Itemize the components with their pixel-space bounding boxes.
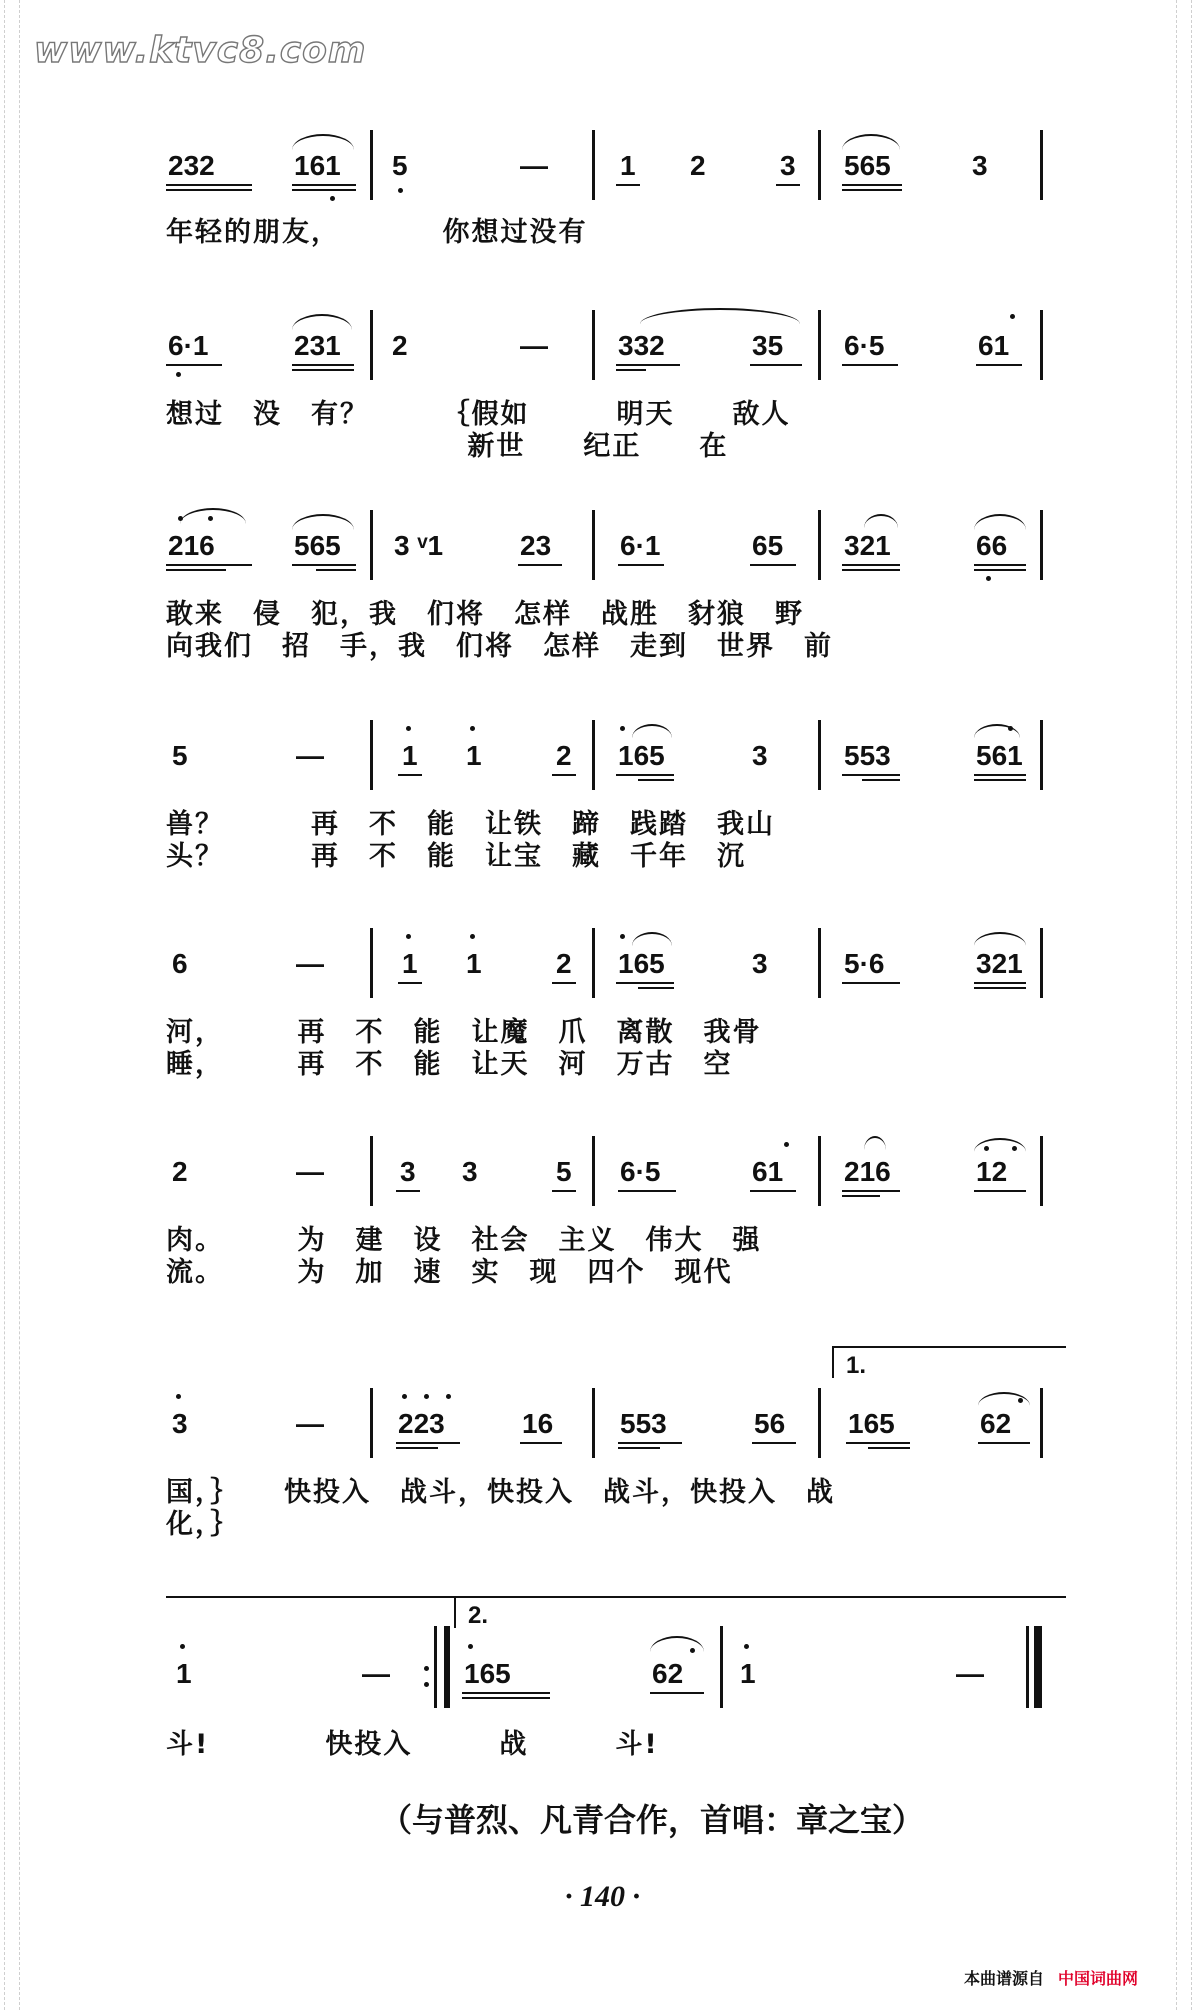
lyrics-verse-1: 敢来 侵 犯，我 们将 怎样 战胜 豺狼 野 xyxy=(166,599,804,630)
lyrics-verse-1: 兽？ 再 不 能 让铁 蹄 践踏 我山 xyxy=(166,809,775,840)
note-group: 3 ᵛ1 xyxy=(394,530,444,561)
beam xyxy=(292,189,356,191)
note-group: 232 xyxy=(168,150,215,181)
beam xyxy=(750,564,796,566)
beam xyxy=(842,184,902,186)
slur xyxy=(974,932,1026,946)
beam xyxy=(752,1442,796,1444)
octave-dot xyxy=(620,726,625,731)
dash: — xyxy=(296,948,324,979)
barline xyxy=(818,928,821,998)
barline xyxy=(370,1136,373,1206)
barline xyxy=(592,310,595,380)
repeat-dot xyxy=(424,1666,429,1671)
note-group: 61 xyxy=(978,330,1010,361)
lyrics-verse-2: 流。 为 加 速 实 现 四个 现代 xyxy=(166,1257,733,1288)
note-group: 553 xyxy=(844,740,891,771)
slur xyxy=(974,514,1026,530)
beam xyxy=(316,569,356,571)
note-group: 553 xyxy=(620,1408,667,1439)
beam xyxy=(396,1447,438,1449)
beam xyxy=(616,364,680,366)
note: 2 xyxy=(172,1156,188,1187)
barline xyxy=(1040,1136,1043,1206)
note-group: 216 xyxy=(168,530,215,561)
dash: — xyxy=(362,1658,390,1689)
beam xyxy=(462,1697,550,1699)
note: 2 xyxy=(556,948,572,979)
dash: — xyxy=(520,150,548,181)
octave-dot xyxy=(620,934,625,939)
beam xyxy=(520,1442,562,1444)
note-group: 321 xyxy=(844,530,891,561)
beam xyxy=(750,364,802,366)
lyrics-verse-2: 睡， 再 不 能 让天 河 万古 空 xyxy=(166,1049,733,1080)
octave-dot xyxy=(446,1394,451,1399)
note: 3 xyxy=(462,1156,478,1187)
slur xyxy=(632,932,672,946)
beam xyxy=(616,184,640,186)
barline xyxy=(1040,130,1043,200)
lyrics-verse-1: 国，｝ 快投入 战斗，快投入 战斗，快投入 战 xyxy=(166,1477,835,1508)
barline xyxy=(818,1388,821,1458)
note: 1 xyxy=(402,948,418,979)
lyrics-verse-2: 头？ 再 不 能 让宝 藏 千年 沉 xyxy=(166,841,746,872)
beam xyxy=(618,1190,676,1192)
beam xyxy=(974,569,1026,571)
note: 3 xyxy=(172,1408,188,1439)
note: 3 xyxy=(780,150,796,181)
lyrics-verse-2: 化，｝ xyxy=(166,1509,240,1540)
beam xyxy=(974,982,1026,984)
octave-dot xyxy=(1008,726,1013,731)
beam xyxy=(776,184,800,186)
beam xyxy=(618,564,664,566)
beam xyxy=(974,987,1026,989)
octave-dot xyxy=(406,726,411,731)
octave-dot xyxy=(470,934,475,939)
slur xyxy=(974,1138,1026,1152)
note-group: 223 xyxy=(398,1408,445,1439)
credits-note: （与普烈、凡青合作，首唱：章之宝） xyxy=(380,1801,925,1839)
lyrics-verse-1: 年轻的朋友， 你想过没有 xyxy=(166,217,588,248)
beam xyxy=(166,564,252,566)
note: 1 xyxy=(466,740,482,771)
beam xyxy=(974,564,1026,566)
note-group: 332 xyxy=(618,330,665,361)
beam xyxy=(862,779,900,781)
barline xyxy=(1040,720,1043,790)
octave-dot xyxy=(406,934,411,939)
note-group: 161 xyxy=(294,150,341,181)
barline xyxy=(1040,1388,1043,1458)
octave-dot xyxy=(784,1142,789,1147)
beam xyxy=(552,1190,576,1192)
beam xyxy=(462,1692,550,1694)
volta-bracket-1 xyxy=(832,1346,1066,1378)
final-barline-thick xyxy=(1034,1626,1042,1708)
beam xyxy=(842,189,902,191)
beam xyxy=(650,1692,704,1694)
note: 1 xyxy=(740,1658,756,1689)
beam xyxy=(842,1190,900,1192)
lyrics-verse-2: 新世 纪正 在 xyxy=(166,431,729,462)
dash: — xyxy=(956,1658,984,1689)
note-group: 65 xyxy=(752,530,784,561)
note: 2 xyxy=(392,330,408,361)
note-group: 561 xyxy=(976,740,1023,771)
source-credit xyxy=(964,1966,1138,1989)
octave-dot xyxy=(744,1644,749,1649)
barline xyxy=(370,928,373,998)
beam xyxy=(398,774,422,776)
dash: — xyxy=(296,740,324,771)
beam xyxy=(842,564,900,566)
note-group: 5·6 xyxy=(844,948,885,979)
lyrics-verse-1: 想过 没 有？ ｛假如 明天 敌人 xyxy=(166,399,791,430)
note-group: 62 xyxy=(652,1658,684,1689)
beam xyxy=(978,1442,1030,1444)
watermark-text: www.ktvc8.com xyxy=(34,30,367,71)
beam xyxy=(166,569,226,571)
barline xyxy=(720,1626,723,1708)
note: 5 xyxy=(556,1156,572,1187)
note-group: 16 xyxy=(522,1408,554,1439)
slur xyxy=(864,514,898,528)
page-number: · 140 · xyxy=(565,1880,640,1913)
note-group: 321 xyxy=(976,948,1023,979)
note-group: 61 xyxy=(752,1156,784,1187)
barline xyxy=(592,510,595,580)
beam xyxy=(292,369,354,371)
octave-dot xyxy=(424,1394,429,1399)
note: 6 xyxy=(172,948,188,979)
barline xyxy=(592,1136,595,1206)
note-group: 6·1 xyxy=(620,530,661,561)
note-group: 165 xyxy=(618,740,665,771)
beam xyxy=(976,364,1022,366)
note-group: 6·1 xyxy=(168,330,209,361)
barline xyxy=(1040,928,1043,998)
volta-label-1: 1. xyxy=(846,1352,867,1379)
note: 2 xyxy=(690,150,706,181)
note: 1 xyxy=(466,948,482,979)
source-site-link[interactable]: 中国词曲网 xyxy=(1058,1969,1139,1988)
note: 3 xyxy=(752,740,768,771)
barline xyxy=(370,720,373,790)
beam xyxy=(618,1442,682,1444)
barline xyxy=(370,310,373,380)
barline xyxy=(592,928,595,998)
note-group: 66 xyxy=(976,530,1008,561)
note-group: 6·5 xyxy=(844,330,885,361)
beam xyxy=(616,369,646,371)
barline xyxy=(592,130,595,200)
slur xyxy=(292,134,354,150)
note: 3 xyxy=(400,1156,416,1187)
octave-dot xyxy=(1018,1398,1023,1403)
beam xyxy=(842,774,900,776)
slur xyxy=(632,724,672,738)
note-group: 165 xyxy=(618,948,665,979)
volta-label-2: 2. xyxy=(468,1602,489,1629)
note: 2 xyxy=(556,740,572,771)
beam xyxy=(166,189,252,191)
barline xyxy=(1040,310,1043,380)
beam xyxy=(292,364,354,366)
octave-dot xyxy=(402,1394,407,1399)
beam xyxy=(398,982,422,984)
right-margin-strip xyxy=(1176,0,1192,2010)
octave-dot xyxy=(986,576,991,581)
final-barline-thin xyxy=(1026,1626,1029,1708)
beam xyxy=(842,982,900,984)
repeat-barline-thick xyxy=(444,1626,450,1708)
barline xyxy=(592,1388,595,1458)
beam xyxy=(750,1190,796,1192)
beam xyxy=(618,1447,660,1449)
barline xyxy=(1040,510,1043,580)
note: 1 xyxy=(620,150,636,181)
beam xyxy=(616,982,674,984)
beam xyxy=(842,569,900,571)
beam xyxy=(638,779,674,781)
beam xyxy=(638,987,674,989)
slur xyxy=(974,724,1020,738)
octave-dot xyxy=(208,516,213,521)
left-margin-strip xyxy=(4,0,20,2010)
beam xyxy=(518,564,562,566)
dash: — xyxy=(520,330,548,361)
note: 5 xyxy=(392,150,408,181)
repeat-barline xyxy=(434,1626,437,1708)
lyrics-verse-1: 河， 再 不 能 让魔 爪 离散 我骨 xyxy=(166,1017,762,1048)
barline xyxy=(818,1136,821,1206)
slur xyxy=(842,134,900,150)
beam xyxy=(396,1442,460,1444)
barline xyxy=(370,1388,373,1458)
slur xyxy=(650,1636,704,1652)
beam xyxy=(842,1195,880,1197)
source-label: 本曲谱源自 xyxy=(964,1969,1045,1988)
slur xyxy=(864,1136,886,1150)
octave-dot xyxy=(1012,1146,1017,1151)
fermata-dot xyxy=(690,1648,695,1653)
octave-dot xyxy=(330,196,335,201)
note-group: 565 xyxy=(844,150,891,181)
note: 3 xyxy=(752,948,768,979)
slur xyxy=(180,508,246,524)
beam xyxy=(846,1442,910,1444)
beam xyxy=(616,774,674,776)
note-group: 56 xyxy=(754,1408,786,1439)
beam xyxy=(974,774,1026,776)
octave-dot xyxy=(180,1644,185,1649)
octave-dot xyxy=(176,372,181,377)
note-group: 216 xyxy=(844,1156,891,1187)
beam xyxy=(552,982,576,984)
note: 3 xyxy=(972,150,988,181)
beam xyxy=(842,364,898,366)
octave-dot xyxy=(470,726,475,731)
note: 5 xyxy=(172,740,188,771)
slur xyxy=(640,308,800,324)
barline xyxy=(592,720,595,790)
dash: — xyxy=(296,1408,324,1439)
octave-dot xyxy=(1010,314,1015,319)
barline xyxy=(818,310,821,380)
note-group: 6·5 xyxy=(620,1156,661,1187)
lyrics-verse-1: 肉。 为 建 设 社会 主义 伟大 强 xyxy=(166,1225,762,1256)
barline xyxy=(818,720,821,790)
beam xyxy=(552,774,576,776)
note-group: 62 xyxy=(980,1408,1012,1439)
lyrics-verse-1: 斗! 快投入 战 斗! xyxy=(166,1729,659,1760)
beam xyxy=(974,1190,1026,1192)
slur xyxy=(292,514,354,530)
lyrics-verse-2: 向我们 招 手，我 们将 怎样 走到 世界 前 xyxy=(166,631,833,662)
beam xyxy=(396,1190,420,1192)
barline xyxy=(818,130,821,200)
beam xyxy=(292,184,356,186)
beam xyxy=(974,779,1026,781)
octave-dot xyxy=(178,516,183,521)
octave-dot xyxy=(398,188,403,193)
repeat-dot xyxy=(424,1682,429,1687)
note: 1 xyxy=(176,1658,192,1689)
note-group: 231 xyxy=(294,330,341,361)
beam xyxy=(868,1447,910,1449)
note-group: 165 xyxy=(464,1658,511,1689)
beam xyxy=(166,184,252,186)
beam xyxy=(166,364,222,366)
note-group: 565 xyxy=(294,530,341,561)
octave-dot xyxy=(176,1394,181,1399)
barline xyxy=(370,510,373,580)
barline xyxy=(370,130,373,200)
note-group: 12 xyxy=(976,1156,1008,1187)
octave-dot xyxy=(468,1644,473,1649)
dash: — xyxy=(296,1156,324,1187)
note-group: 165 xyxy=(848,1408,895,1439)
note-group: 23 xyxy=(520,530,552,561)
beam xyxy=(292,564,356,566)
note-group: 35 xyxy=(752,330,784,361)
octave-dot xyxy=(984,1146,989,1151)
slur xyxy=(292,314,352,330)
note: 1 xyxy=(402,740,418,771)
barline xyxy=(818,510,821,580)
